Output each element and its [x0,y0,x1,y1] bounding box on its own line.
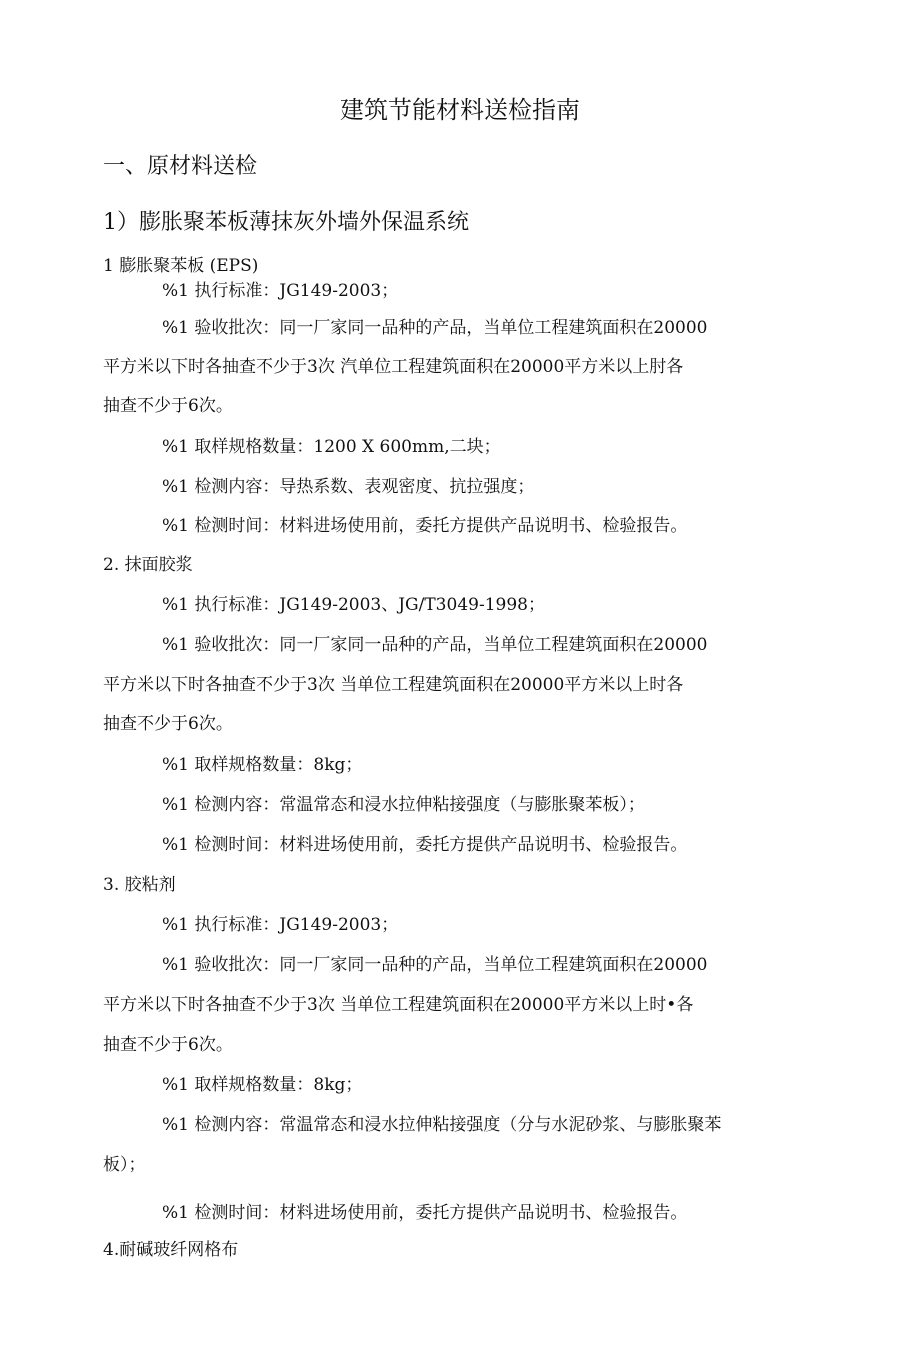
paragraph-line: 平方米以下时各抽查不少于3次 当单位工程建筑面积在20000平方米以上时•各 [103,995,694,1015]
paragraph-line: 板）； [103,1155,146,1175]
paragraph-line: 平方米以下时各抽查不少于3次 汽单位工程建筑面积在20000平方米以上肘各 [103,357,684,377]
paragraph-line: 平方米以下时各抽查不少于3次 当单位工程建筑面积在20000平方米以上时各 [103,675,684,695]
paragraph-line: %1 取样规格数量：1200 X 600mm,二块； [162,437,501,457]
paragraph-line: %1 验收批次：同一厂家同一品种的产品，当单位工程建筑面积在20000 [162,318,708,338]
paragraph-line: 抽查不少于6次。 [103,714,233,734]
paragraph-line: %1 执行标准：JG149-2003； [162,281,399,301]
item-heading: 2. 抹面胶浆 [103,555,193,575]
document-title: 建筑节能材料送检指南 [340,96,580,124]
paragraph-line: 抽查不少于6次。 [103,1035,233,1055]
paragraph-line: %1 检测内容：常温常态和浸水拉伸粘接强度（与膨胀聚苯板）； [162,795,645,815]
section-heading: 一、原材料送检 [103,154,258,179]
paragraph-line: %1 验收批次：同一厂家同一品种的产品，当单位工程建筑面积在20000 [162,955,708,975]
item-heading: 4.耐碱玻纤网格布 [103,1240,239,1260]
item-heading: 3. 胶粘剂 [103,875,176,895]
paragraph-line: %1 检测时间：材料进场使用前，委托方提供产品说明书、检验报告。 [162,1203,688,1223]
paragraph-line: %1 检测内容：常温常态和浸水拉伸粘接强度（分与水泥砂浆、与膨胀聚苯 [162,1115,722,1135]
paragraph-line: %1 验收批次：同一厂家同一品种的产品，当单位工程建筑面积在20000 [162,635,708,655]
paragraph-line: %1 检测时间：材料进场使用前，委托方提供产品说明书、检验报告。 [162,835,688,855]
paragraph-line: 抽查不少于6次。 [103,396,233,416]
paragraph-line: %1 取样规格数量：8kg； [162,755,363,775]
paragraph-line: %1 执行标准：JG149-2003、JG/T3049-1998； [162,595,545,615]
subsection-heading: 1）膨胀聚苯板薄抹灰外墙外保温系统 [103,210,469,235]
item-heading: 1 膨胀聚苯板 (EPS) [103,256,259,276]
paragraph-line: %1 检测内容：导热系数、表观密度、抗拉强度； [162,477,535,497]
paragraph-line: %1 执行标准：JG149-2003； [162,915,399,935]
paragraph-line: %1 取样规格数量：8kg； [162,1075,363,1095]
paragraph-line: %1 检测时间：材料进场使用前，委托方提供产品说明书、检验报告。 [162,516,688,536]
